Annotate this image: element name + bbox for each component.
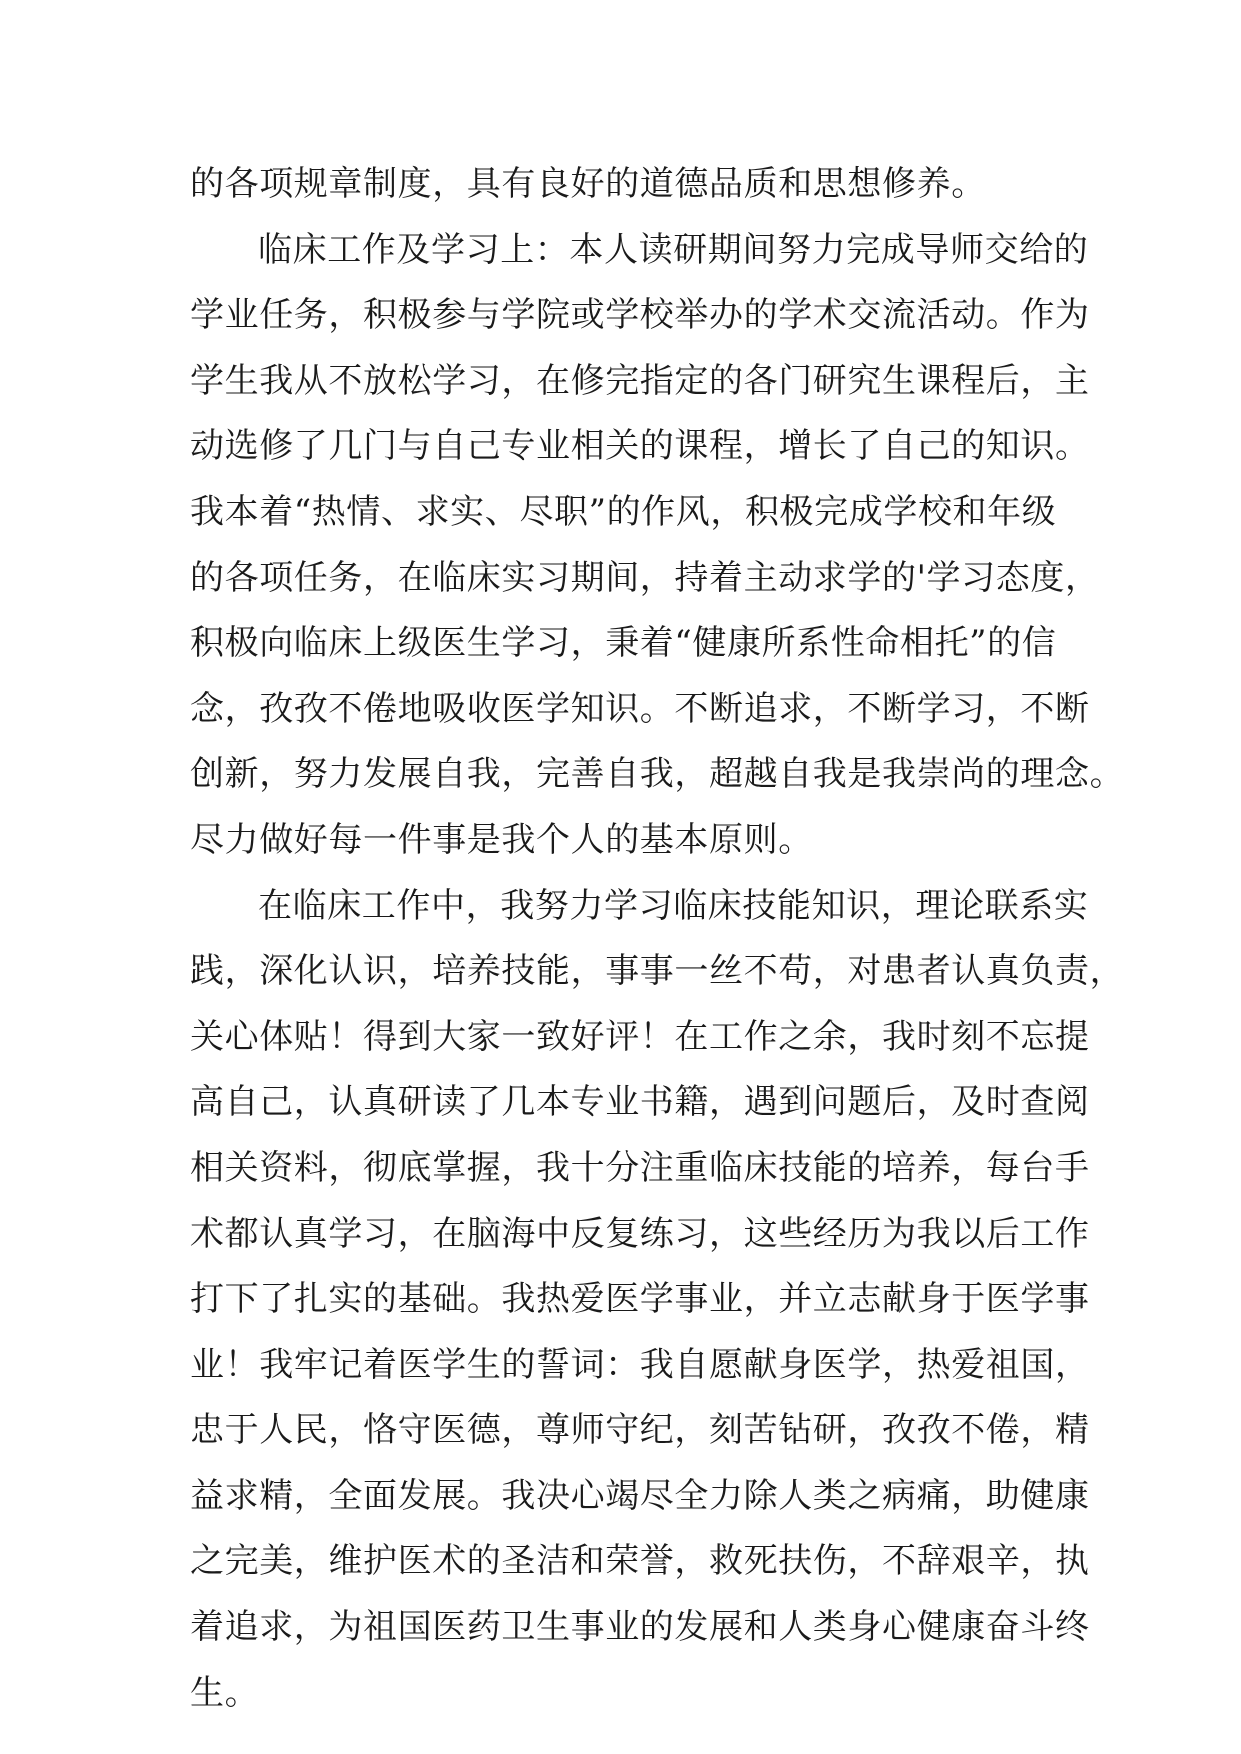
paragraph-start-line: 在临床工作中，我努力学习临床技能知识，理论联系实: [258, 885, 1089, 926]
text-line: 益求精，全面发展。我决心竭尽全力除人类之病痛，助健康: [190, 1475, 1090, 1516]
text-line: 打下了扎实的基础。我热爱医学事业，并立志献身于医学事: [190, 1279, 1090, 1320]
text-line: 着追求，为祖国医药卫生事业的发展和人类身心健康奋斗终: [190, 1607, 1090, 1648]
text-line: 术都认真学习，在脑海中反复练习，这些经历为我以后工作: [190, 1213, 1090, 1254]
text-line: 生。: [190, 1672, 260, 1713]
text-line: 学业任务，积极参与学院或学校举办的学术交流活动。作为: [190, 295, 1090, 336]
body-text: [190, 152, 1125, 1726]
text-line: 之完美，维护医术的圣洁和荣誉，救死扶伤，不辞艰辛，执: [190, 1541, 1090, 1582]
text-line: 我本着“热情、求实、尽职”的作风，积极完成学校和年级: [190, 491, 1057, 532]
text-line: 尽力做好每一件事是我个人的基本原则。: [190, 819, 813, 860]
paragraph-start-line: 临床工作及学习上：本人读研期间努力完成导师交给的: [258, 229, 1089, 270]
text-line: 积极向临床上级医生学习，秉着“健康所系性命相托”的信: [190, 623, 1057, 664]
text-line: 学生我从不放松学习，在修完指定的各门研究生课程后，主: [190, 360, 1090, 401]
text-line: 相关资料，彻底掌握，我十分注重临床技能的培养，每台手: [190, 1147, 1090, 1188]
text-line: 关心体贴！得到大家一致好评！在工作之余，我时刻不忘提: [190, 1016, 1090, 1057]
text-line: 动选修了几门与自己专业相关的课程，增长了自己的知识。: [190, 426, 1090, 467]
text-line: 念，孜孜不倦地吸收医学知识。不断追求，不断学习，不断: [190, 688, 1090, 729]
text-line: 高自己，认真研读了几本专业书籍，遇到问题后，及时查阅: [190, 1082, 1090, 1123]
text-line: 创新，努力发展自我，完善自我，超越自我是我崇尚的理念。: [190, 754, 1125, 795]
text-line: 忠于人民，恪守医德，尊师守纪，刻苦钻研，孜孜不倦，精: [190, 1410, 1090, 1451]
text-line: 业！我牢记着医学生的誓词：我自愿献身医学，热爱祖国，: [190, 1344, 1090, 1385]
text-line: 践，深化认识，培养技能，事事一丝不苟，对患者认真负责，: [190, 951, 1125, 992]
text-line: 的各项规章制度，具有良好的道德品质和思想修养。: [190, 164, 986, 204]
text-line: 的各项任务，在临床实习期间，持着主动求学的'学习态度，: [190, 557, 1100, 598]
